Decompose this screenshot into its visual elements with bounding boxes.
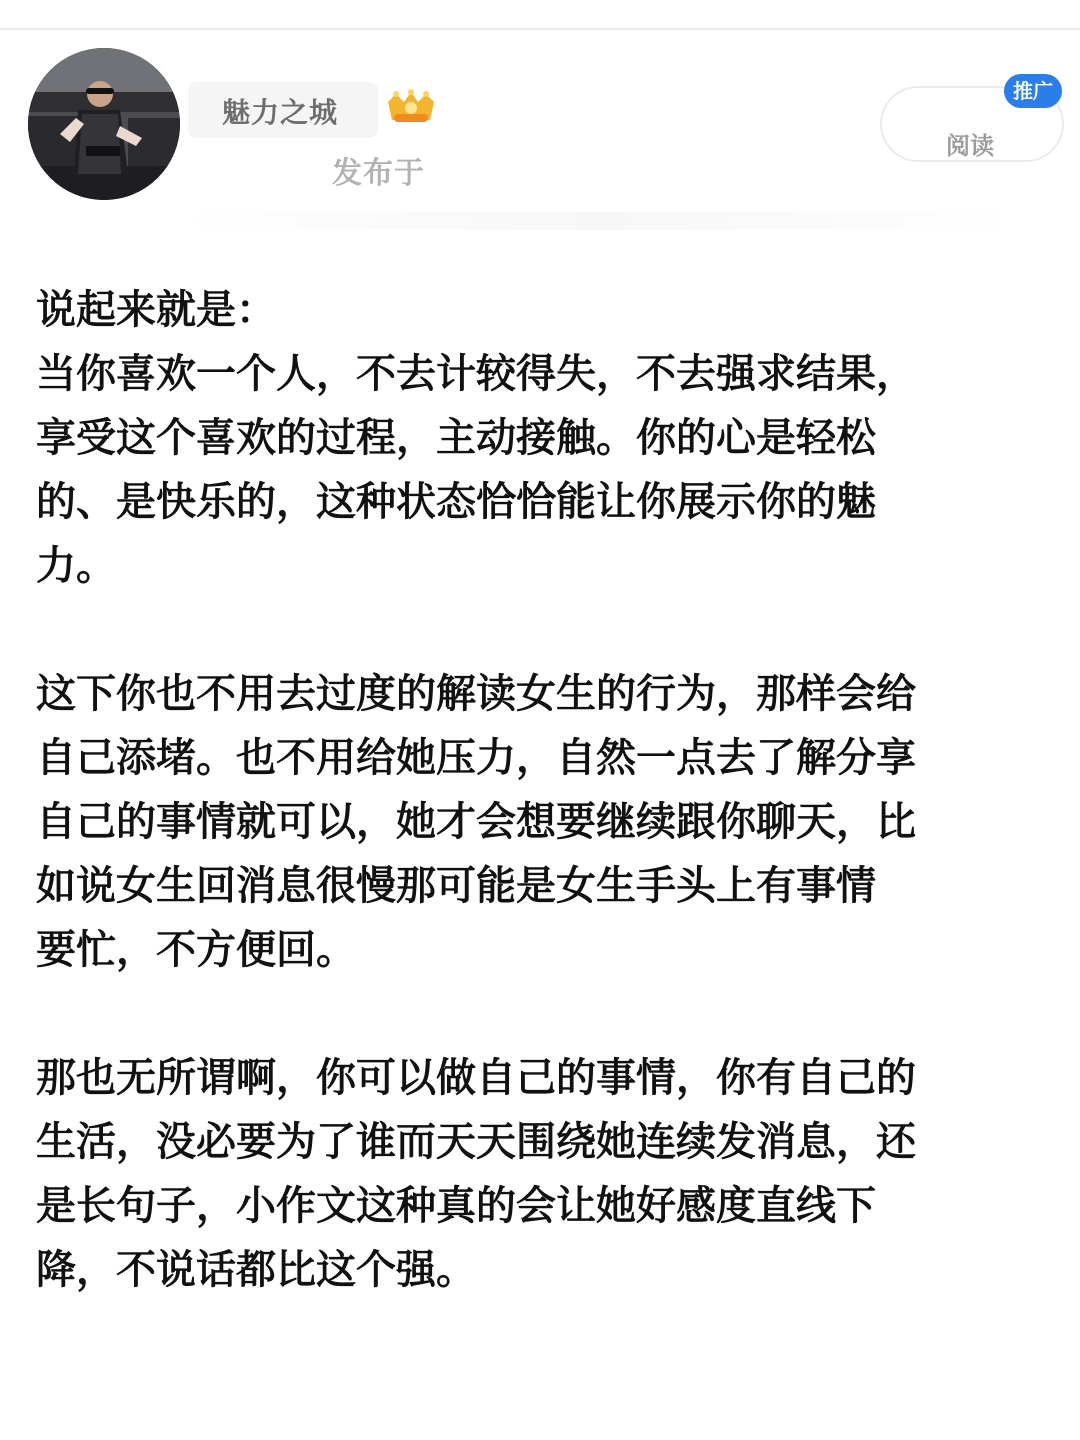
- crown-icon: [382, 84, 440, 132]
- post-paragraph-3: 那也无所谓啊，你可以做自己的事情，你有自己的 生活，没必要为了谁而天天围绕她连续发消息，还 是长句子，小作文这种真的会让她好感度直线下 降，不说话都比这个强。: [36, 1055, 916, 1293]
- username[interactable]: 魅力之城: [222, 96, 339, 129]
- top-divider: [0, 28, 1080, 30]
- post-paragraph-1: 说起来就是： 当你喜欢一个人，不去计较得失，不去强求结果， 享受这个喜欢的过程，主动接触。你的心是轻松 的、是快乐的，这种状态恰恰能让你展示你的魅 力。: [36, 287, 916, 589]
- publish-text: 发布于: [332, 156, 425, 191]
- promo-badge: 推广: [1004, 74, 1062, 108]
- post-body: [36, 278, 1056, 1302]
- header-fade: [180, 212, 1020, 230]
- avatar-icon[interactable]: [28, 48, 180, 200]
- post-paragraph-2: 这下你也不用去过度的解读女生的行为，那样会给 自己添堵。也不用给她压力，自然一点去了解分享 自己的事情就可以，她才会想要继续跟你聊天，比 如说女生回消息很慢那可能是女生手头上有事情 要忙，不方便回。: [36, 671, 916, 973]
- read-label: 阅读: [946, 132, 994, 160]
